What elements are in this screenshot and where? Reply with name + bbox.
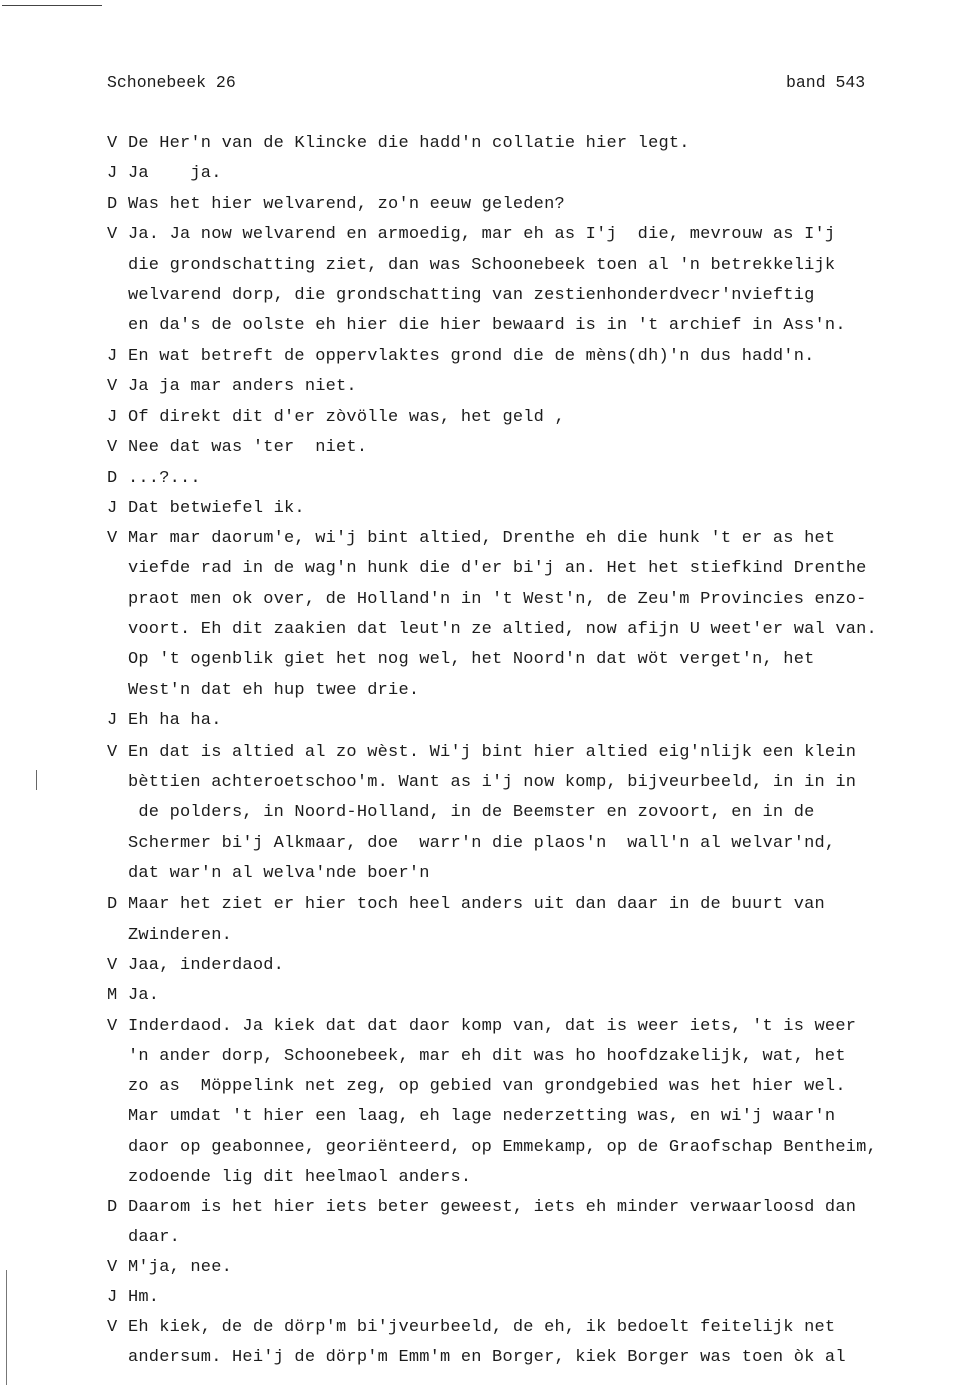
margin-mark	[36, 770, 37, 790]
transcript-line	[107, 1288, 159, 1308]
speaker-label: V	[107, 377, 118, 396]
speaker-label: D	[107, 895, 118, 914]
line-text: andersum. Hei'j de dörp'm Emm'm en Borger, kiek Borger was toen òk al	[128, 1348, 846, 1367]
speaker-label: V	[107, 134, 118, 153]
transcript-line-continuation	[128, 256, 835, 276]
page-header-tape-number: band 543	[786, 73, 866, 92]
transcript-line	[107, 1318, 835, 1338]
transcript-line	[107, 408, 565, 428]
transcript-line	[107, 164, 222, 184]
transcript-line-continuation	[128, 286, 815, 306]
line-text: Of direkt dit d'er zòvölle was, het geld ,	[128, 408, 565, 427]
page-header-title: Schonebeek 26	[107, 73, 236, 92]
transcript-line	[107, 956, 284, 976]
line-text: Nee dat was 'ter niet.	[128, 438, 368, 457]
transcript-line-continuation	[128, 1168, 471, 1188]
line-text: Was het hier welvarend, zo'n eeuw geleden?	[128, 195, 565, 214]
transcript-line	[107, 743, 856, 763]
transcript-line	[107, 1258, 232, 1278]
speaker-label: D	[107, 469, 118, 488]
transcript-line-continuation	[128, 559, 867, 579]
speaker-label: J	[107, 499, 118, 518]
speaker-label: J	[107, 408, 118, 427]
line-text: Op 't ogenblik giet het nog wel, het Noord'n dat wöt verget'n, het	[128, 650, 815, 669]
transcript-line-continuation	[128, 1348, 846, 1368]
transcript-line-continuation	[128, 650, 815, 670]
speaker-label: V	[107, 1017, 118, 1036]
speaker-label: J	[107, 347, 118, 366]
line-text: Ja. Ja now welvarend en armoedig, mar eh as I'j die, mevrouw as I'j	[128, 225, 836, 244]
speaker-label: V	[107, 956, 118, 975]
transcript-line	[107, 134, 690, 154]
transcript-line	[107, 499, 305, 519]
line-text: M'ja, nee.	[128, 1258, 233, 1277]
line-text: viefde rad in de wag'n hunk die d'er bi'j an. Het het stiefkind Drenthe	[128, 559, 867, 578]
speaker-label: V	[107, 438, 118, 457]
transcript-line-continuation	[128, 1228, 180, 1248]
line-text: Dat betwiefel ik.	[128, 499, 305, 518]
transcript-line	[107, 895, 825, 915]
transcript-line-continuation	[128, 590, 867, 610]
transcript-line-continuation	[128, 1138, 877, 1158]
transcript-line-continuation	[128, 620, 877, 640]
speaker-label: J	[107, 164, 118, 183]
transcript-line	[107, 1017, 856, 1037]
transcript-line-continuation	[128, 1107, 835, 1127]
speaker-label: J	[107, 1288, 118, 1307]
line-text: dat war'n al welva'nde boer'n	[128, 864, 430, 883]
transcript-line	[107, 347, 815, 367]
transcript-line	[107, 1198, 856, 1218]
speaker-label: V	[107, 225, 118, 244]
line-text: Mar mar daorum'e, wi'j bint altied, Drenthe eh die hunk 't er as het	[128, 529, 836, 548]
transcript-line-continuation	[128, 803, 815, 823]
transcript-line-continuation	[128, 681, 419, 701]
line-text: en da's de oolste eh hier die hier bewaard is in 't archief in Ass'n.	[128, 316, 846, 335]
speaker-label: V	[107, 1258, 118, 1277]
line-text: praot men ok over, de Holland'n in 't West'n, de Zeu'm Provincies enzo-	[128, 590, 867, 609]
speaker-label: V	[107, 529, 118, 548]
transcript-line	[107, 529, 835, 549]
margin-edge-rule	[6, 1270, 7, 1385]
line-text: Ja ja mar anders niet.	[128, 377, 357, 396]
line-text: Jaa, inderdaod.	[128, 956, 285, 975]
line-text: de polders, in Noord-Holland, in de Beemster en zovoort, en in de	[128, 803, 815, 822]
line-text: Inderdaod. Ja kiek dat dat daor komp van, dat is weer iets, 't is weer	[128, 1017, 857, 1036]
line-text: West'n dat eh hup twee drie.	[128, 681, 420, 700]
speaker-label: D	[107, 195, 118, 214]
line-text: zo as Möppelink net zeg, op gebied van grondgebied was het hier wel.	[128, 1077, 846, 1096]
line-text: Ja.	[128, 986, 160, 1005]
line-text: De Her'n van de Klincke die hadd'n collatie hier legt.	[128, 134, 690, 153]
line-text: Daarom is het hier iets beter geweest, iets eh minder verwaarloosd dan	[128, 1198, 857, 1217]
line-text: Mar umdat 't hier een laag, eh lage nederzetting was, en wi'j waar'n	[128, 1107, 836, 1126]
transcript-line-continuation	[128, 926, 232, 946]
line-text: bèttien achteroetschoo'm. Want as i'j now komp, bijveurbeeld, in in in	[128, 773, 857, 792]
line-text: Schermer bi'j Alkmaar, doe warr'n die plaos'n wall'n al welvar'nd,	[128, 834, 836, 853]
line-text: daor op geabonnee, georiënteerd, op Emmekamp, op de Graofschap Bentheim,	[128, 1138, 877, 1157]
transcript-line-continuation	[128, 834, 835, 854]
transcript-line-continuation	[128, 773, 856, 793]
speaker-label: M	[107, 986, 118, 1005]
line-text: welvarend dorp, die grondschatting van zestienhonderdvecr'nvieftig	[128, 286, 815, 305]
line-text: Zwinderen.	[128, 926, 233, 945]
line-text: 'n ander dorp, Schoonebeek, mar eh dit was ho hoofdzakelijk, wat, het	[128, 1047, 846, 1066]
transcript-line-continuation	[128, 1047, 846, 1067]
line-text: En dat is altied al zo wèst. Wi'j bint hier altied eig'nlijk een klein	[128, 743, 857, 762]
transcript-line-continuation	[128, 1077, 846, 1097]
transcript-line-continuation	[128, 316, 846, 336]
top-edge-rule	[2, 5, 102, 6]
transcript-line-continuation	[128, 864, 430, 884]
line-text: Ja ja.	[128, 164, 222, 183]
transcript-line	[107, 377, 357, 397]
transcript-line	[107, 225, 835, 245]
line-text: zodoende lig dit heelmaol anders.	[128, 1168, 472, 1187]
line-text: voort. Eh dit zaakien dat leut'n ze altied, now afijn U weet'er wal van.	[128, 620, 877, 639]
line-text: Hm.	[128, 1288, 160, 1307]
transcript-line	[107, 469, 201, 489]
line-text: die grondschatting ziet, dan was Schoonebeek toen al 'n betrekkelijk	[128, 256, 836, 275]
line-text: daar.	[128, 1228, 181, 1247]
line-text: Eh kiek, de de dörp'm bi'jveurbeeld, de eh, ik bedoelt feitelijk net	[128, 1318, 836, 1337]
speaker-label: V	[107, 743, 118, 762]
line-text: Maar het ziet er hier toch heel anders uit dan daar in de buurt van	[128, 895, 825, 914]
speaker-label: V	[107, 1318, 118, 1337]
speaker-label: J	[107, 711, 118, 730]
transcript-line	[107, 195, 565, 215]
transcript-line	[107, 711, 222, 731]
line-text: En wat betreft de oppervlaktes grond die de mèns(dh)'n dus hadd'n.	[128, 347, 815, 366]
transcript-line	[107, 986, 159, 1006]
transcript-line	[107, 438, 367, 458]
line-text: Eh ha ha.	[128, 711, 222, 730]
line-text: ...?...	[128, 469, 201, 488]
speaker-label: D	[107, 1198, 118, 1217]
